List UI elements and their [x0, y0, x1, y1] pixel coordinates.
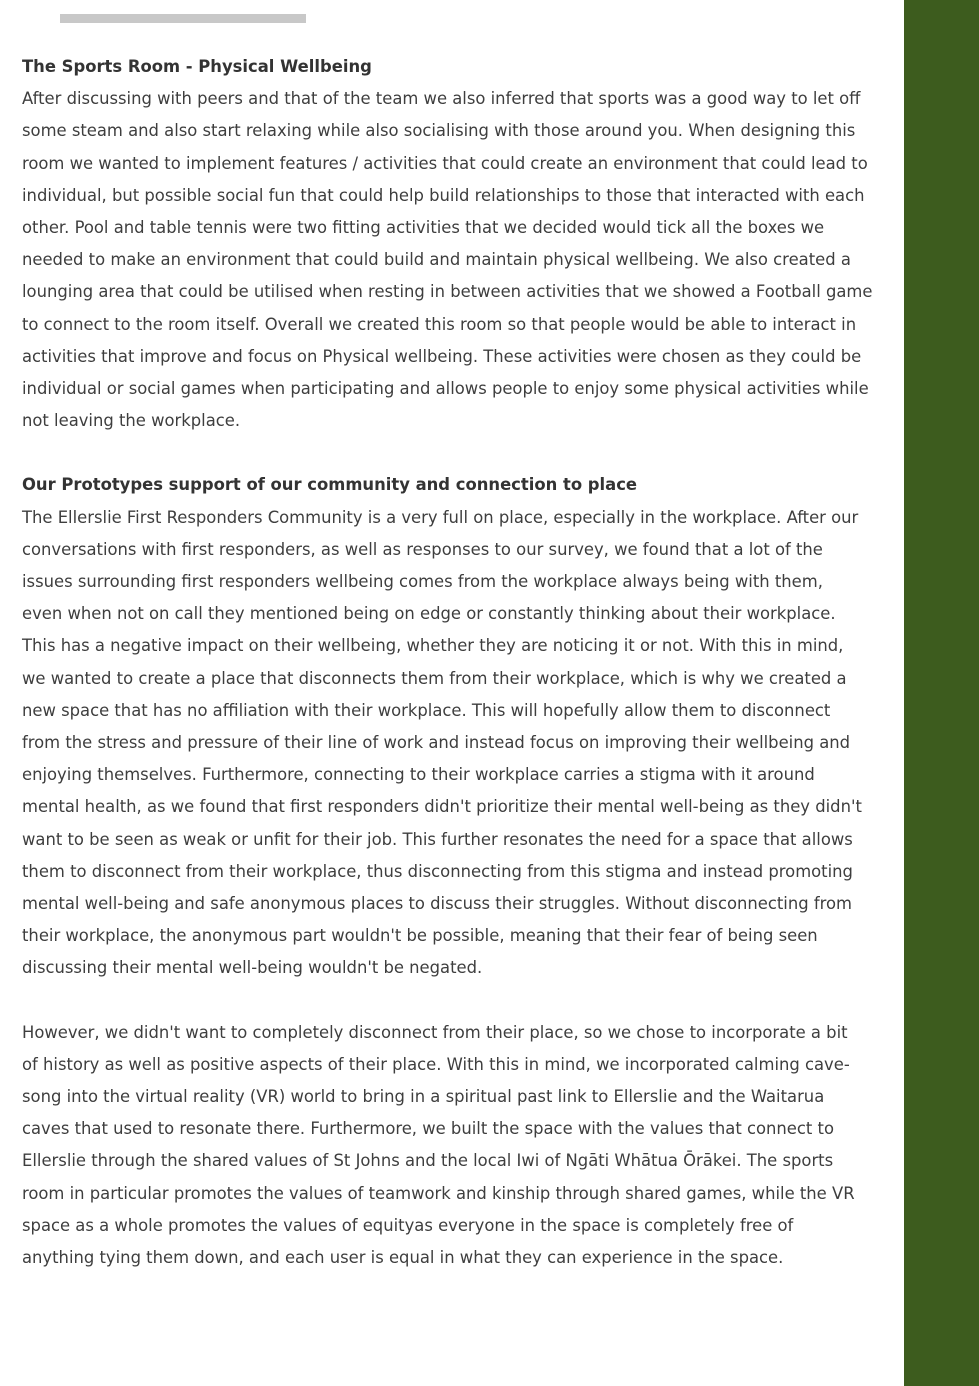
- paragraph-line: song into the virtual reality (VR) world to bring in a spiritual past link to Ellerslie and the Waitarua: [22, 1087, 825, 1106]
- paragraph-gap: [22, 984, 902, 1016]
- paragraph-line: However, we didn't want to completely disconnect from their place, so we chose to incorporate a bit: [22, 1022, 848, 1042]
- paragraph-line: After discussing with peers and that of the team we also inferred that sports was a good way to let off: [22, 89, 861, 109]
- section-heading: Our Prototypes support of our community and connection to place: [22, 475, 638, 495]
- paragraph-line: enjoying themselves. Furthermore, connecting to their workplace carries a stigma with it around: [22, 765, 815, 785]
- paragraph-line: from the stress and pressure of their line of work and instead focus on improving their wellbeing and: [22, 732, 851, 752]
- paragraph-line: even when not on call they mentioned being on edge or constantly thinking about their workplace.: [22, 604, 836, 624]
- paragraph-line: conversations with first responders, as well as responses to our survey, we found that a lot of the: [22, 539, 823, 559]
- paragraph-line: of history as well as positive aspects of their place. With this in mind, we incorporated calming cave-: [22, 1054, 850, 1074]
- paragraph-line: discussing their mental well-being wouldn't be negated.: [22, 958, 483, 978]
- section-history-values: [22, 1017, 902, 1275]
- paragraph-line: Ellerslie through the shared values of St Johns and the local Iwi of Ngāti Whātua Ōrākei. The sports: [22, 1151, 834, 1171]
- paragraph-line: activities that improve and focus on Physical wellbeing. These activities were chosen as they could be: [22, 346, 862, 366]
- paragraph-line: to connect to the room itself. Overall we created this room so that people would be able to interact in: [22, 314, 857, 334]
- paragraph-line: anything tying them down, and each user is equal in what they can experience in the space.: [22, 1247, 784, 1267]
- document-body: [22, 51, 902, 1274]
- paragraph-line: their workplace, the anonymous part wouldn't be possible, meaning that their fear of being seen: [22, 926, 818, 946]
- top-divider-bar: [60, 14, 306, 23]
- paragraph-line: lounging area that could be utilised when resting in between activities that we showed a Football game: [22, 282, 873, 302]
- paragraph-gap: [22, 437, 902, 469]
- paragraph-line: The Ellerslie First Responders Community is a very full on place, especially in the workplace. After our: [22, 507, 859, 527]
- paragraph-line: individual, but possible social fun that could help build relationships to those that interacted with each: [22, 185, 865, 205]
- paragraph-line: some steam and also start relaxing while also socialising with those around you. When designing this: [22, 121, 856, 141]
- section-sports-room: [22, 51, 902, 437]
- paragraph-line: them to disconnect from their workplace, thus disconnecting from this stigma and instead promoting: [22, 861, 853, 881]
- paragraph-line: new space that has no affiliation with their workplace. This will hopefully allow them to disconnect: [22, 700, 831, 720]
- paragraph-line: other. Pool and table tennis were two fitting activities that we decided would tick all the boxes we: [22, 217, 825, 237]
- paragraph-line: room we wanted to implement features / activities that could create an environment that could lead to: [22, 153, 868, 173]
- paragraph-line: mental well-being and safe anonymous places to discuss their struggles. Without disconnecting from: [22, 893, 853, 913]
- section-heading: The Sports Room - Physical Wellbeing: [22, 57, 372, 76]
- green-side-bar: [904, 0, 979, 1386]
- paragraph-line: not leaving the workplace.: [22, 411, 241, 431]
- paragraph-line: mental health, as we found that first responders didn't prioritize their mental well-being as they didn't: [22, 797, 862, 817]
- paragraph-line: room in particular promotes the values of teamwork and kinship through shared games, while the VR: [22, 1183, 855, 1203]
- paragraph-line: space as a whole promotes the values of equityas everyone in the space is completely free of: [22, 1215, 794, 1235]
- paragraph-line: This has a negative impact on their wellbeing, whether they are noticing it or not. With this in mind,: [22, 636, 844, 656]
- paragraph-line: issues surrounding first responders wellbeing comes from the workplace always being with them,: [22, 572, 823, 591]
- paragraph-line: caves that used to resonate there. Furthermore, we built the space with the values that connect to: [22, 1119, 834, 1139]
- section-community-connection: [22, 469, 902, 984]
- paragraph-line: we wanted to create a place that disconnects them from their workplace, which is why we created a: [22, 668, 847, 688]
- paragraph-line: individual or social games when participating and allows people to enjoy some physical activities while: [22, 378, 869, 398]
- paragraph-line: want to be seen as weak or unfit for their job. This further resonates the need for a space that allows: [22, 829, 853, 849]
- paragraph-line: needed to make an environment that could build and maintain physical wellbeing. We also created a: [22, 250, 851, 270]
